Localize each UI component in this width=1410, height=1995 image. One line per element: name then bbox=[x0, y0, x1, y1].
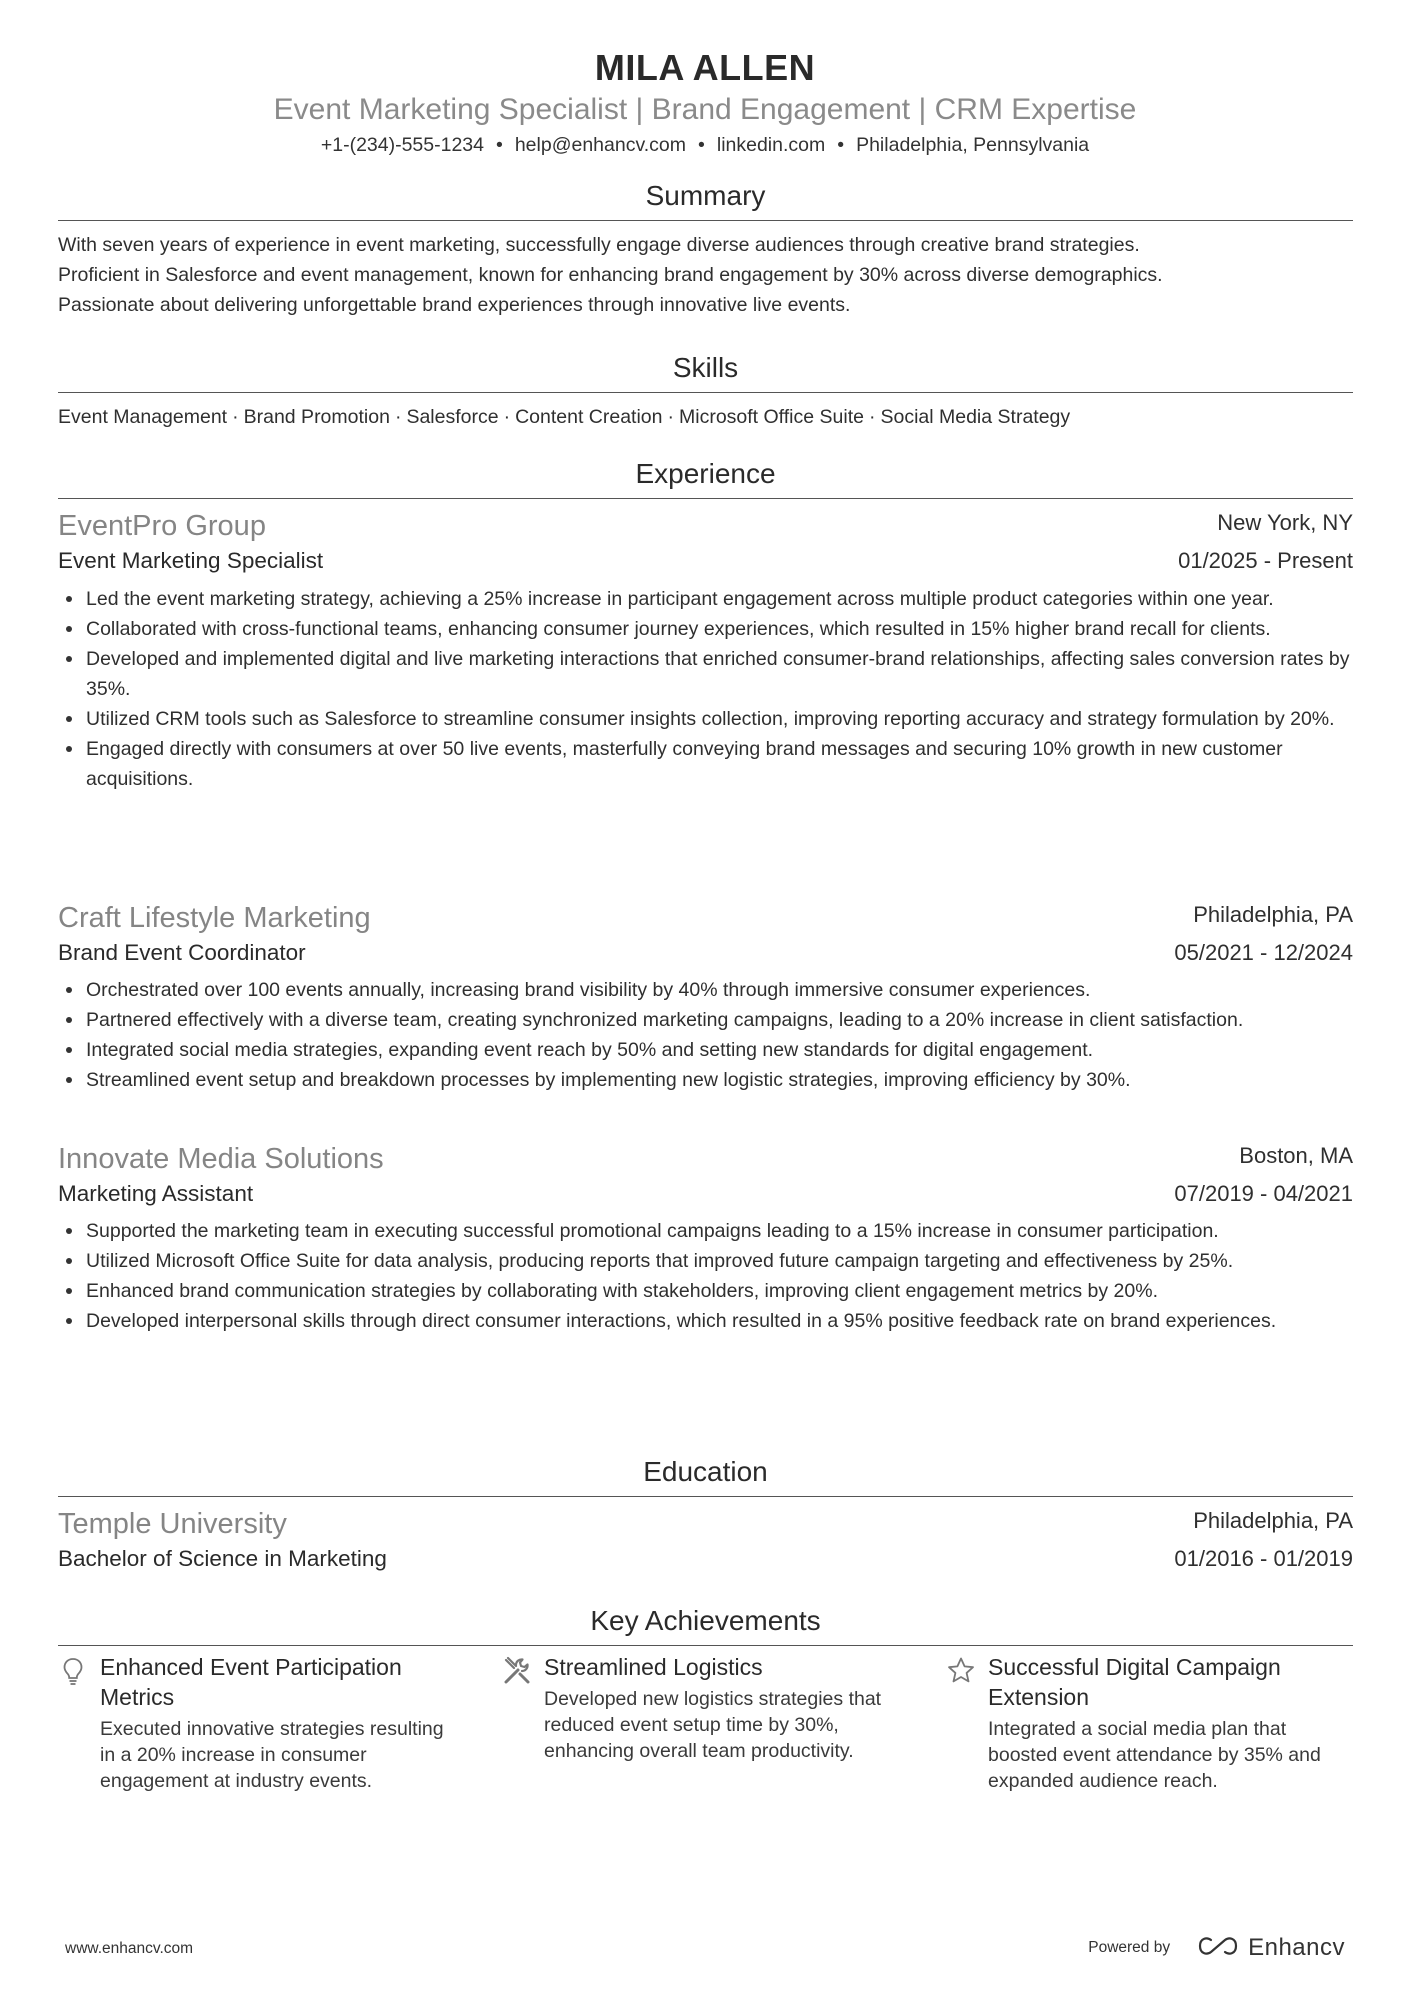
achievements-heading: Key Achievements bbox=[590, 1605, 821, 1636]
skills-divider bbox=[58, 392, 1353, 393]
achievement-title: Enhanced Event Participation Metrics bbox=[100, 1654, 402, 1710]
job-bullet: Led the event marketing strategy, achieving a 25% increase in participant engagement across multiple product categories within one year. bbox=[58, 584, 1358, 614]
job-bullet: Collaborated with cross-functional teams, enhancing consumer journey experiences, which resulted in 15% higher brand recall for clients. bbox=[58, 614, 1358, 644]
education-location: Philadelphia, PA bbox=[1193, 1508, 1353, 1533]
job-dates: 07/2019 - 04/2021 bbox=[1174, 1181, 1353, 1206]
education-school: Temple University bbox=[58, 1508, 287, 1540]
job-bullet: Developed and implemented digital and live marketing interactions that enriched consumer-brand relationships, affecting sales conversion rates by 35%. bbox=[58, 644, 1358, 704]
skills-heading: Skills bbox=[672, 352, 739, 383]
job-bullet: Integrated social media strategies, expanding event reach by 50% and setting new standards for digital engagement. bbox=[58, 1035, 1358, 1065]
job-company: Innovate Media Solutions bbox=[58, 1143, 384, 1175]
achievement-description: Executed innovative strategies resulting in a 20% increase in consumer engagement at industry events. bbox=[100, 1718, 444, 1792]
summary-line: Proficient in Salesforce and event management, known for enhancing brand engagement by 30% across diverse demographics. bbox=[58, 264, 1163, 286]
footer-website-link[interactable]: www.enhancv.com bbox=[65, 1940, 194, 1957]
contact-separator: • bbox=[837, 134, 845, 156]
job-dates: 05/2021 - 12/2024 bbox=[1174, 940, 1353, 965]
education-divider bbox=[58, 1496, 1353, 1497]
skill-item: Brand Promotion bbox=[243, 406, 390, 428]
job-role: Event Marketing Specialist bbox=[58, 548, 324, 573]
job-role: Marketing Assistant bbox=[58, 1181, 254, 1206]
tools-icon bbox=[502, 1656, 532, 1686]
phone-text: +1-(234)-555-1234 bbox=[320, 134, 484, 156]
job-location: Philadelphia, PA bbox=[1193, 902, 1353, 927]
job-bullet: Partnered effectively with a diverse team, creating synchronized marketing campaigns, leading to a 20% increase in client satisfaction. bbox=[58, 1005, 1358, 1035]
job-bullet: Enhanced brand communication strategies by collaborating with stakeholders, improving client engagement metrics by 20%. bbox=[58, 1276, 1358, 1306]
job-company: Craft Lifestyle Marketing bbox=[58, 902, 371, 934]
experience-heading: Experience bbox=[635, 458, 776, 489]
skill-item: Social Media Strategy bbox=[880, 406, 1071, 428]
job-bullets bbox=[58, 1216, 1358, 1336]
job-bullet: Supported the marketing team in executing successful promotional campaigns leading to a 15% increase in consumer participation. bbox=[58, 1216, 1358, 1246]
summary-divider bbox=[58, 220, 1353, 221]
contact-separator: • bbox=[698, 134, 705, 156]
summary-line: With seven years of experience in event marketing, successfully engage diverse audiences through creative brand strategies. bbox=[58, 234, 1140, 256]
job-company: EventPro Group bbox=[58, 510, 266, 542]
education-degree: Bachelor of Science in Marketing bbox=[58, 1546, 387, 1571]
linkedin-link[interactable]: linkedin.com bbox=[716, 134, 826, 156]
job-bullet: Engaged directly with consumers at over 50 live events, masterfully conveying brand messages and securing 10% growth in new customer acquisitions. bbox=[58, 734, 1358, 794]
achievement-description: Developed new logistics strategies that reduced event setup time by 30%, enhancing overall team productivity. bbox=[544, 1688, 882, 1762]
summary-heading: Summary bbox=[645, 180, 766, 211]
skills-list bbox=[58, 402, 1358, 432]
skill-item: Content Creation bbox=[515, 406, 663, 428]
enhancv-logo-icon bbox=[1196, 1934, 1240, 1963]
resume-header bbox=[0, 46, 1410, 160]
job-bullet: Utilized Microsoft Office Suite for data analysis, producing reports that improved future campaign targeting and effectiveness by 25%. bbox=[58, 1246, 1358, 1276]
candidate-tagline: Event Marketing Specialist | Brand Engagement | CRM Expertise bbox=[273, 93, 1137, 126]
job-bullets bbox=[58, 975, 1358, 1095]
email-link[interactable]: help@enhancv.com bbox=[514, 134, 687, 156]
skill-item: Event Management bbox=[58, 406, 228, 428]
location-text: Philadelphia, Pennsylvania bbox=[856, 134, 1090, 156]
job-bullets bbox=[58, 584, 1358, 794]
skill-separator: · bbox=[503, 406, 511, 428]
achievement-description: Integrated a social media plan that boosted event attendance by 35% and expanded audience reach. bbox=[988, 1718, 1321, 1792]
skill-separator: · bbox=[667, 406, 674, 428]
achievements-divider bbox=[58, 1645, 1353, 1646]
achievement-title: Successful Digital Campaign Extension bbox=[988, 1654, 1281, 1710]
skill-separator: · bbox=[394, 406, 402, 428]
skill-separator: · bbox=[868, 406, 876, 428]
enhancv-brand-text: Enhancv bbox=[1248, 1934, 1345, 1961]
education-dates: 01/2016 - 01/2019 bbox=[1174, 1546, 1353, 1571]
job-location: New York, NY bbox=[1217, 510, 1353, 535]
summary-text bbox=[58, 230, 1358, 320]
candidate-name: MILA ALLEN bbox=[594, 47, 816, 88]
lightbulb-icon bbox=[58, 1656, 88, 1686]
contact-line bbox=[0, 130, 1410, 160]
job-bullet: Utilized CRM tools such as Salesforce to streamline consumer insights collection, improving reporting accuracy and strategy formulation by 20%. bbox=[58, 704, 1358, 734]
skill-item: Salesforce bbox=[406, 406, 499, 428]
job-dates: 01/2025 - Present bbox=[1178, 548, 1353, 573]
star-icon bbox=[946, 1656, 976, 1686]
education-heading: Education bbox=[643, 1456, 768, 1487]
job-location: Boston, MA bbox=[1239, 1143, 1353, 1168]
skill-item: Microsoft Office Suite bbox=[679, 406, 864, 428]
footer-branding bbox=[1088, 1928, 1345, 1968]
job-bullet: Developed interpersonal skills through direct consumer interactions, which resulted in a 95% positive feedback rate on brand experiences. bbox=[58, 1306, 1358, 1336]
powered-by-text: Powered by bbox=[1088, 1939, 1171, 1956]
job-role: Brand Event Coordinator bbox=[58, 940, 306, 965]
achievement-title: Streamlined Logistics bbox=[544, 1654, 763, 1680]
job-bullet: Orchestrated over 100 events annually, increasing brand visibility by 40% through immersive consumer experiences. bbox=[58, 975, 1358, 1005]
contact-separator: • bbox=[496, 134, 503, 156]
skill-separator: · bbox=[232, 406, 239, 428]
summary-line: Passionate about delivering unforgettable brand experiences through innovative live events. bbox=[58, 294, 851, 316]
job-bullet: Streamlined event setup and breakdown processes by implementing new logistic strategies, improving efficiency by 30%. bbox=[58, 1065, 1358, 1095]
experience-divider bbox=[58, 498, 1353, 499]
